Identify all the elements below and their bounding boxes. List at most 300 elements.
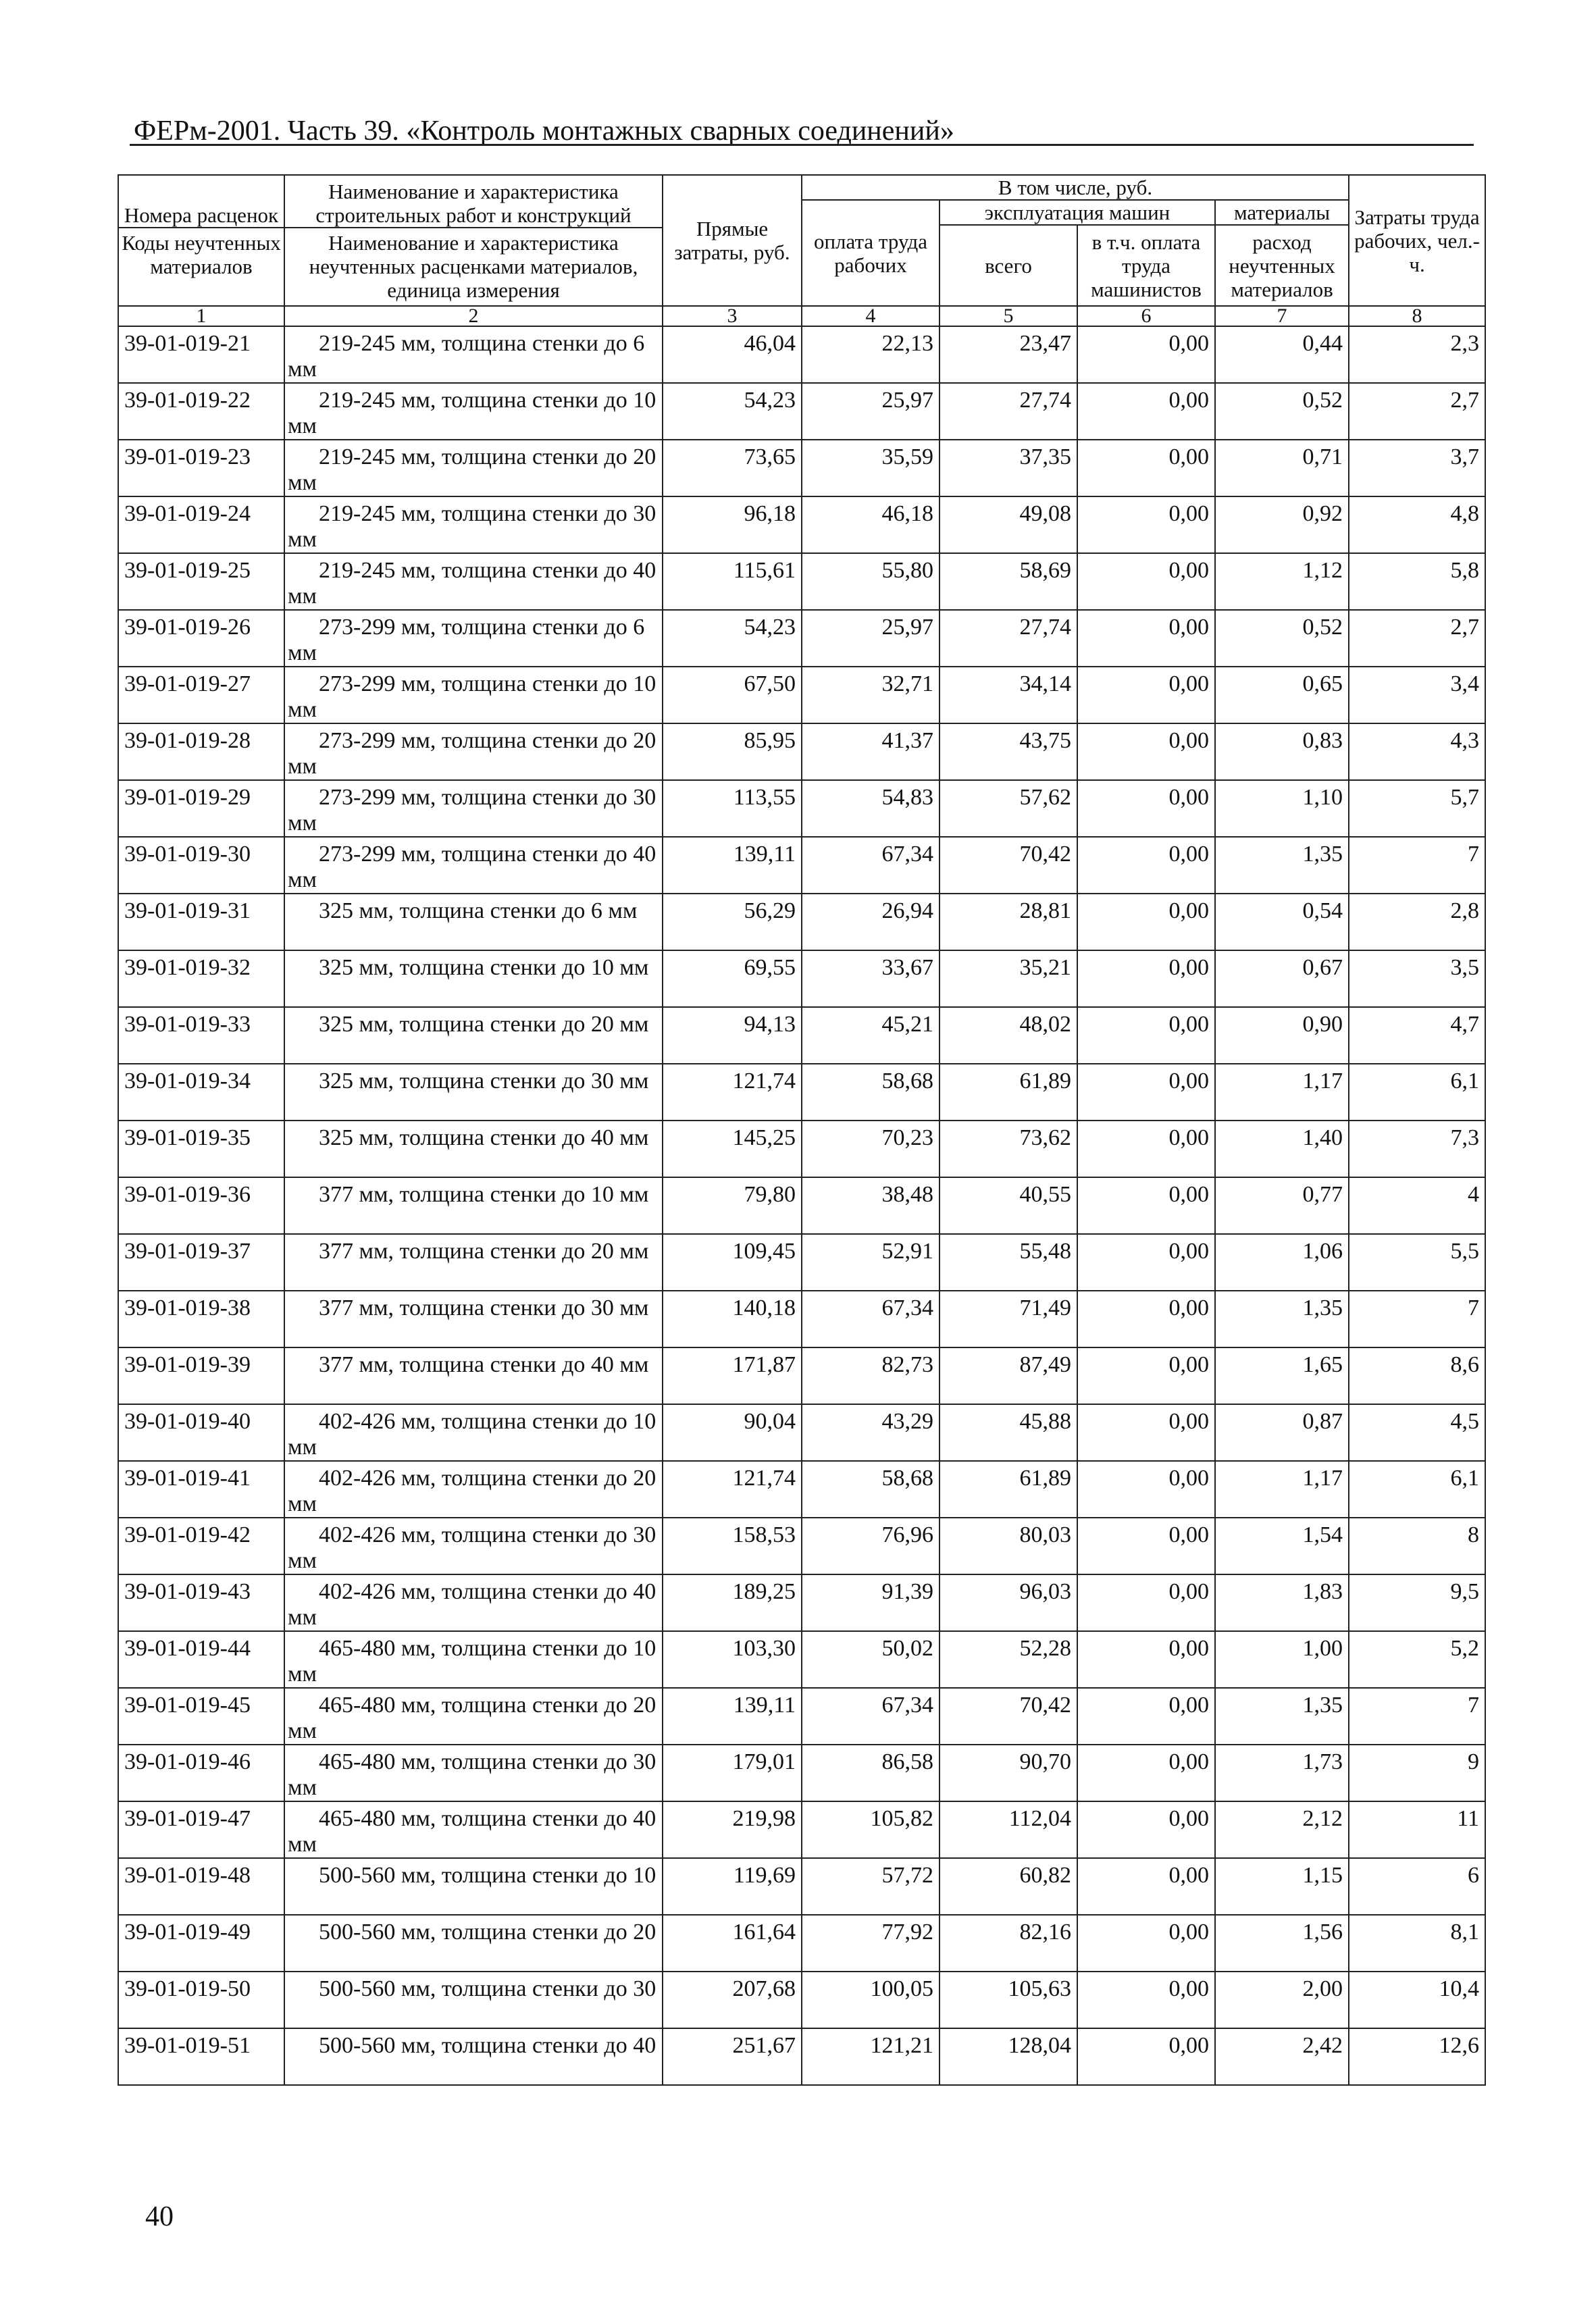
- operators-pay-cell: 0,00: [1077, 1631, 1215, 1688]
- machines-total-cell: 112,04: [939, 1801, 1077, 1858]
- work-name-cell: 219-245 мм, толщина стенки до 40 мм: [284, 553, 663, 610]
- header-machine-operation: эксплуатация машин: [939, 200, 1215, 225]
- labor-pay-cell: 25,97: [802, 383, 939, 440]
- rate-code-cell: 39-01-019-50: [118, 1972, 284, 2028]
- rate-code-cell: 39-01-019-43: [118, 1574, 284, 1631]
- work-name-cell: 219-245 мм, толщина стенки до 30 мм: [284, 496, 663, 553]
- labor-hours-cell: 3,5: [1349, 950, 1485, 1007]
- machines-total-cell: 40,55: [939, 1177, 1077, 1234]
- operators-pay-cell: 0,00: [1077, 1858, 1215, 1915]
- work-name-cell: 219-245 мм, толщина стенки до 10 мм: [284, 383, 663, 440]
- rate-code-cell: 39-01-019-30: [118, 837, 284, 894]
- labor-hours-cell: 4,8: [1349, 496, 1485, 553]
- work-name-cell: 377 мм, толщина стенки до 20 мм: [284, 1234, 663, 1291]
- labor-hours-cell: 6: [1349, 1858, 1485, 1915]
- operators-pay-cell: 0,00: [1077, 723, 1215, 780]
- work-name-cell: 325 мм, толщина стенки до 10 мм: [284, 950, 663, 1007]
- header-labor-pay: оплата труда рабочих: [802, 200, 939, 306]
- table-row: [118, 667, 1485, 723]
- operators-pay-cell: 0,00: [1077, 1291, 1215, 1347]
- labor-pay-cell: 43,29: [802, 1404, 939, 1461]
- rate-code-cell: 39-01-019-39: [118, 1347, 284, 1404]
- work-name-cell: 377 мм, толщина стенки до 40 мм: [284, 1347, 663, 1404]
- materials-cell: 1,15: [1215, 1858, 1349, 1915]
- table-row: [118, 326, 1485, 383]
- direct-costs-cell: 115,61: [663, 553, 802, 610]
- direct-costs-cell: 96,18: [663, 496, 802, 553]
- table-row: [118, 1915, 1485, 1972]
- table-row: [118, 1858, 1485, 1915]
- table-row: [118, 837, 1485, 894]
- labor-pay-cell: 35,59: [802, 440, 939, 496]
- labor-hours-cell: 3,7: [1349, 440, 1485, 496]
- machines-total-cell: 27,74: [939, 383, 1077, 440]
- direct-costs-cell: 69,55: [663, 950, 802, 1007]
- work-name-cell: 377 мм, толщина стенки до 30 мм: [284, 1291, 663, 1347]
- machines-total-cell: 71,49: [939, 1291, 1077, 1347]
- labor-pay-cell: 26,94: [802, 894, 939, 950]
- rate-code-cell: 39-01-019-37: [118, 1234, 284, 1291]
- direct-costs-cell: 158,53: [663, 1518, 802, 1574]
- operators-pay-cell: 0,00: [1077, 1745, 1215, 1801]
- rate-code-cell: 39-01-019-42: [118, 1518, 284, 1574]
- operators-pay-cell: 0,00: [1077, 780, 1215, 837]
- operators-pay-cell: 0,00: [1077, 1574, 1215, 1631]
- machines-total-cell: 45,88: [939, 1404, 1077, 1461]
- rate-code-cell: 39-01-019-34: [118, 1064, 284, 1121]
- materials-cell: 1,65: [1215, 1347, 1349, 1404]
- materials-cell: 1,00: [1215, 1631, 1349, 1688]
- labor-pay-cell: 41,37: [802, 723, 939, 780]
- materials-cell: 1,17: [1215, 1461, 1349, 1518]
- labor-hours-cell: 4,3: [1349, 723, 1485, 780]
- materials-cell: 1,83: [1215, 1574, 1349, 1631]
- table-row: [118, 1234, 1485, 1291]
- table-row: [118, 1064, 1485, 1121]
- table-row: [118, 496, 1485, 553]
- work-name-cell: 325 мм, толщина стенки до 40 мм: [284, 1121, 663, 1177]
- work-name-cell: 402-426 мм, толщина стенки до 30 мм: [284, 1518, 663, 1574]
- machines-total-cell: 34,14: [939, 667, 1077, 723]
- materials-cell: 1,35: [1215, 1688, 1349, 1745]
- direct-costs-cell: 79,80: [663, 1177, 802, 1234]
- labor-pay-cell: 25,97: [802, 610, 939, 667]
- materials-cell: 1,35: [1215, 837, 1349, 894]
- rate-code-cell: 39-01-019-32: [118, 950, 284, 1007]
- materials-cell: 0,52: [1215, 383, 1349, 440]
- machines-total-cell: 60,82: [939, 1858, 1077, 1915]
- operators-pay-cell: 0,00: [1077, 1007, 1215, 1064]
- operators-pay-cell: 0,00: [1077, 1347, 1215, 1404]
- machines-total-cell: 61,89: [939, 1064, 1077, 1121]
- rate-code-cell: 39-01-019-26: [118, 610, 284, 667]
- operators-pay-cell: 0,00: [1077, 2028, 1215, 2085]
- table-row: [118, 723, 1485, 780]
- labor-pay-cell: 58,68: [802, 1064, 939, 1121]
- machines-total-cell: 61,89: [939, 1461, 1077, 1518]
- labor-pay-cell: 67,34: [802, 1291, 939, 1347]
- labor-pay-cell: 57,72: [802, 1858, 939, 1915]
- table-row: [118, 1177, 1485, 1234]
- rate-code-cell: 39-01-019-35: [118, 1121, 284, 1177]
- page-header-title: ФЕРм-2001. Часть 39. «Контроль монтажных сварных соединений»: [134, 115, 954, 147]
- header-rule: [130, 144, 1474, 146]
- rate-code-cell: 39-01-019-36: [118, 1177, 284, 1234]
- table-row: [118, 1461, 1485, 1518]
- direct-costs-cell: 179,01: [663, 1745, 802, 1801]
- labor-pay-cell: 105,82: [802, 1801, 939, 1858]
- labor-hours-cell: 5,2: [1349, 1631, 1485, 1688]
- rate-code-cell: 39-01-019-28: [118, 723, 284, 780]
- labor-hours-cell: 5,8: [1349, 553, 1485, 610]
- materials-cell: 2,00: [1215, 1972, 1349, 2028]
- machines-total-cell: 28,81: [939, 894, 1077, 950]
- table-row: [118, 1404, 1485, 1461]
- header-rate-numbers-top: Номера расценок: [124, 203, 279, 227]
- header-materials: материалы: [1215, 200, 1349, 225]
- rate-code-cell: 39-01-019-21: [118, 326, 284, 383]
- materials-cell: 0,44: [1215, 326, 1349, 383]
- table-row: [118, 1574, 1485, 1631]
- labor-pay-cell: 58,68: [802, 1461, 939, 1518]
- direct-costs-cell: 67,50: [663, 667, 802, 723]
- header-operators-pay: в т.ч. оплата труда машинистов: [1077, 225, 1215, 306]
- header-rate-numbers: [118, 175, 284, 306]
- direct-costs-cell: 113,55: [663, 780, 802, 837]
- direct-costs-cell: 121,74: [663, 1461, 802, 1518]
- work-name-cell: 465-480 мм, толщина стенки до 30 мм: [284, 1745, 663, 1801]
- operators-pay-cell: 0,00: [1077, 1972, 1215, 2028]
- header-work-names: [284, 175, 663, 306]
- machines-total-cell: 35,21: [939, 950, 1077, 1007]
- table-row: [118, 1801, 1485, 1858]
- work-name-cell: 273-299 мм, толщина стенки до 30 мм: [284, 780, 663, 837]
- labor-pay-cell: 82,73: [802, 1347, 939, 1404]
- table-row: [118, 1291, 1485, 1347]
- operators-pay-cell: 0,00: [1077, 1404, 1215, 1461]
- header-machines-total: всего: [939, 225, 1077, 306]
- table-row: [118, 383, 1485, 440]
- labor-hours-cell: 7,3: [1349, 1121, 1485, 1177]
- labor-hours-cell: 9: [1349, 1745, 1485, 1801]
- rate-code-cell: 39-01-019-23: [118, 440, 284, 496]
- labor-pay-cell: 76,96: [802, 1518, 939, 1574]
- table-row: [118, 2028, 1485, 2085]
- work-name-cell: 500-560 мм, толщина стенки до 20: [284, 1915, 663, 1972]
- header-material-codes: Коды неучтенных материалов: [119, 227, 284, 278]
- direct-costs-cell: 207,68: [663, 1972, 802, 2028]
- direct-costs-cell: 85,95: [663, 723, 802, 780]
- rate-code-cell: 39-01-019-22: [118, 383, 284, 440]
- direct-costs-cell: 119,69: [663, 1858, 802, 1915]
- header-unaccounted-materials: расход неучтенных материалов: [1215, 225, 1349, 306]
- work-name-cell: 402-426 мм, толщина стенки до 10 мм: [284, 1404, 663, 1461]
- labor-hours-cell: 4,7: [1349, 1007, 1485, 1064]
- column-number: 6: [1077, 306, 1215, 326]
- table-row: [118, 780, 1485, 837]
- labor-pay-cell: 70,23: [802, 1121, 939, 1177]
- labor-hours-cell: 3,4: [1349, 667, 1485, 723]
- operators-pay-cell: 0,00: [1077, 1234, 1215, 1291]
- labor-pay-cell: 52,91: [802, 1234, 939, 1291]
- work-name-cell: 273-299 мм, толщина стенки до 6 мм: [284, 610, 663, 667]
- work-name-cell: 500-560 мм, толщина стенки до 10: [284, 1858, 663, 1915]
- labor-hours-cell: 2,7: [1349, 383, 1485, 440]
- header-labor-costs: Затраты труда рабочих, чел.-ч.: [1349, 175, 1485, 306]
- rate-code-cell: 39-01-019-44: [118, 1631, 284, 1688]
- machines-total-cell: 105,63: [939, 1972, 1077, 2028]
- materials-cell: 0,83: [1215, 723, 1349, 780]
- operators-pay-cell: 0,00: [1077, 383, 1215, 440]
- machines-total-cell: 37,35: [939, 440, 1077, 496]
- direct-costs-cell: 189,25: [663, 1574, 802, 1631]
- machines-total-cell: 27,74: [939, 610, 1077, 667]
- labor-pay-cell: 86,58: [802, 1745, 939, 1801]
- machines-total-cell: 48,02: [939, 1007, 1077, 1064]
- direct-costs-cell: 145,25: [663, 1121, 802, 1177]
- labor-hours-cell: 2,8: [1349, 894, 1485, 950]
- rate-code-cell: 39-01-019-49: [118, 1915, 284, 1972]
- work-name-cell: 325 мм, толщина стенки до 20 мм: [284, 1007, 663, 1064]
- table-row: [118, 610, 1485, 667]
- materials-cell: 2,12: [1215, 1801, 1349, 1858]
- table-row: [118, 1007, 1485, 1064]
- work-name-cell: 402-426 мм, толщина стенки до 20 мм: [284, 1461, 663, 1518]
- work-name-cell: 500-560 мм, толщина стенки до 30: [284, 1972, 663, 2028]
- materials-cell: 2,42: [1215, 2028, 1349, 2085]
- machines-total-cell: 52,28: [939, 1631, 1077, 1688]
- rate-code-cell: 39-01-019-31: [118, 894, 284, 950]
- work-name-cell: 377 мм, толщина стенки до 10 мм: [284, 1177, 663, 1234]
- table-row: [118, 1347, 1485, 1404]
- labor-hours-cell: 5,7: [1349, 780, 1485, 837]
- labor-pay-cell: 33,67: [802, 950, 939, 1007]
- machines-total-cell: 70,42: [939, 837, 1077, 894]
- labor-hours-cell: 5,5: [1349, 1234, 1485, 1291]
- column-number: 5: [939, 306, 1077, 326]
- table-row: [118, 440, 1485, 496]
- machines-total-cell: 55,48: [939, 1234, 1077, 1291]
- direct-costs-cell: 54,23: [663, 610, 802, 667]
- direct-costs-cell: 73,65: [663, 440, 802, 496]
- operators-pay-cell: 0,00: [1077, 1177, 1215, 1234]
- direct-costs-cell: 56,29: [663, 894, 802, 950]
- labor-hours-cell: 6,1: [1349, 1064, 1485, 1121]
- header-material-names: Наименование и характеристика неучтенных расценками материалов, единица измерения: [285, 227, 662, 302]
- rates-table-body: [118, 326, 1485, 2085]
- machines-total-cell: 82,16: [939, 1915, 1077, 1972]
- table-row: [118, 1121, 1485, 1177]
- labor-hours-cell: 9,5: [1349, 1574, 1485, 1631]
- labor-hours-cell: 8,6: [1349, 1347, 1485, 1404]
- direct-costs-cell: 54,23: [663, 383, 802, 440]
- direct-costs-cell: 109,45: [663, 1234, 802, 1291]
- labor-hours-cell: 2,7: [1349, 610, 1485, 667]
- operators-pay-cell: 0,00: [1077, 667, 1215, 723]
- work-name-cell: 219-245 мм, толщина стенки до 6 мм: [284, 326, 663, 383]
- rate-code-cell: 39-01-019-24: [118, 496, 284, 553]
- direct-costs-cell: 94,13: [663, 1007, 802, 1064]
- page-number: 40: [145, 2201, 174, 2232]
- machines-total-cell: 49,08: [939, 496, 1077, 553]
- labor-pay-cell: 45,21: [802, 1007, 939, 1064]
- header-work-names-top: Наименование и характеристика строительных работ и конструкций: [315, 179, 632, 227]
- direct-costs-cell: 140,18: [663, 1291, 802, 1347]
- column-number: 8: [1349, 306, 1485, 326]
- operators-pay-cell: 0,00: [1077, 894, 1215, 950]
- labor-hours-cell: 7: [1349, 1291, 1485, 1347]
- rate-code-cell: 39-01-019-51: [118, 2028, 284, 2085]
- table-row: [118, 1745, 1485, 1801]
- machines-total-cell: 70,42: [939, 1688, 1077, 1745]
- work-name-cell: 465-480 мм, толщина стенки до 20 мм: [284, 1688, 663, 1745]
- table-row: [118, 894, 1485, 950]
- column-number: 3: [663, 306, 802, 326]
- materials-cell: 0,90: [1215, 1007, 1349, 1064]
- operators-pay-cell: 0,00: [1077, 326, 1215, 383]
- direct-costs-cell: 121,74: [663, 1064, 802, 1121]
- operators-pay-cell: 0,00: [1077, 1518, 1215, 1574]
- labor-hours-cell: 7: [1349, 1688, 1485, 1745]
- labor-pay-cell: 91,39: [802, 1574, 939, 1631]
- rate-code-cell: 39-01-019-40: [118, 1404, 284, 1461]
- labor-hours-cell: 8,1: [1349, 1915, 1485, 1972]
- materials-cell: 1,73: [1215, 1745, 1349, 1801]
- materials-cell: 1,06: [1215, 1234, 1349, 1291]
- labor-hours-cell: 11: [1349, 1801, 1485, 1858]
- labor-pay-cell: 100,05: [802, 1972, 939, 2028]
- materials-cell: 0,52: [1215, 610, 1349, 667]
- materials-cell: 0,77: [1215, 1177, 1349, 1234]
- materials-cell: 0,71: [1215, 440, 1349, 496]
- rate-code-cell: 39-01-019-47: [118, 1801, 284, 1858]
- machines-total-cell: 87,49: [939, 1347, 1077, 1404]
- labor-hours-cell: 7: [1349, 837, 1485, 894]
- rate-code-cell: 39-01-019-46: [118, 1745, 284, 1801]
- labor-hours-cell: 4,5: [1349, 1404, 1485, 1461]
- labor-pay-cell: 22,13: [802, 326, 939, 383]
- work-name-cell: 273-299 мм, толщина стенки до 10 мм: [284, 667, 663, 723]
- materials-cell: 0,65: [1215, 667, 1349, 723]
- work-name-cell: 465-480 мм, толщина стенки до 10 мм: [284, 1631, 663, 1688]
- work-name-cell: 402-426 мм, толщина стенки до 40 мм: [284, 1574, 663, 1631]
- rate-code-cell: 39-01-019-41: [118, 1461, 284, 1518]
- machines-total-cell: 43,75: [939, 723, 1077, 780]
- operators-pay-cell: 0,00: [1077, 1121, 1215, 1177]
- work-name-cell: 273-299 мм, толщина стенки до 40 мм: [284, 837, 663, 894]
- labor-pay-cell: 38,48: [802, 1177, 939, 1234]
- work-name-cell: 219-245 мм, толщина стенки до 20 мм: [284, 440, 663, 496]
- table-row: [118, 1972, 1485, 2028]
- machines-total-cell: 57,62: [939, 780, 1077, 837]
- table-row: [118, 1518, 1485, 1574]
- labor-pay-cell: 32,71: [802, 667, 939, 723]
- machines-total-cell: 96,03: [939, 1574, 1077, 1631]
- machines-total-cell: 23,47: [939, 326, 1077, 383]
- rate-code-cell: 39-01-019-25: [118, 553, 284, 610]
- materials-cell: 1,56: [1215, 1915, 1349, 1972]
- labor-hours-cell: 8: [1349, 1518, 1485, 1574]
- machines-total-cell: 58,69: [939, 553, 1077, 610]
- rate-code-cell: 39-01-019-48: [118, 1858, 284, 1915]
- materials-cell: 0,87: [1215, 1404, 1349, 1461]
- operators-pay-cell: 0,00: [1077, 837, 1215, 894]
- operators-pay-cell: 0,00: [1077, 1064, 1215, 1121]
- labor-hours-cell: 4: [1349, 1177, 1485, 1234]
- labor-hours-cell: 10,4: [1349, 1972, 1485, 2028]
- rate-code-cell: 39-01-019-38: [118, 1291, 284, 1347]
- operators-pay-cell: 0,00: [1077, 440, 1215, 496]
- labor-hours-cell: 6,1: [1349, 1461, 1485, 1518]
- work-name-cell: 325 мм, толщина стенки до 6 мм: [284, 894, 663, 950]
- materials-cell: 0,54: [1215, 894, 1349, 950]
- direct-costs-cell: 139,11: [663, 1688, 802, 1745]
- operators-pay-cell: 0,00: [1077, 950, 1215, 1007]
- column-number: 1: [118, 306, 284, 326]
- column-number: 2: [284, 306, 663, 326]
- machines-total-cell: 73,62: [939, 1121, 1077, 1177]
- direct-costs-cell: 103,30: [663, 1631, 802, 1688]
- work-name-cell: 325 мм, толщина стенки до 30 мм: [284, 1064, 663, 1121]
- operators-pay-cell: 0,00: [1077, 610, 1215, 667]
- direct-costs-cell: 219,98: [663, 1801, 802, 1858]
- materials-cell: 0,67: [1215, 950, 1349, 1007]
- column-number: 4: [802, 306, 939, 326]
- materials-cell: 1,40: [1215, 1121, 1349, 1177]
- labor-pay-cell: 55,80: [802, 553, 939, 610]
- work-name-cell: 273-299 мм, толщина стенки до 20 мм: [284, 723, 663, 780]
- materials-cell: 1,17: [1215, 1064, 1349, 1121]
- operators-pay-cell: 0,00: [1077, 553, 1215, 610]
- rate-code-cell: 39-01-019-33: [118, 1007, 284, 1064]
- table-row: [118, 1631, 1485, 1688]
- direct-costs-cell: 251,67: [663, 2028, 802, 2085]
- labor-pay-cell: 46,18: [802, 496, 939, 553]
- direct-costs-cell: 46,04: [663, 326, 802, 383]
- header-including: В том числе, руб.: [802, 175, 1349, 200]
- labor-pay-cell: 54,83: [802, 780, 939, 837]
- machines-total-cell: 128,04: [939, 2028, 1077, 2085]
- labor-pay-cell: 50,02: [802, 1631, 939, 1688]
- operators-pay-cell: 0,00: [1077, 496, 1215, 553]
- labor-pay-cell: 77,92: [802, 1915, 939, 1972]
- rate-code-cell: 39-01-019-29: [118, 780, 284, 837]
- materials-cell: 1,35: [1215, 1291, 1349, 1347]
- direct-costs-cell: 171,87: [663, 1347, 802, 1404]
- labor-hours-cell: 2,3: [1349, 326, 1485, 383]
- operators-pay-cell: 0,00: [1077, 1801, 1215, 1858]
- machines-total-cell: 90,70: [939, 1745, 1077, 1801]
- header-direct-costs: Прямые затраты, руб.: [663, 175, 802, 306]
- column-number: 7: [1215, 306, 1349, 326]
- labor-hours-cell: 12,6: [1349, 2028, 1485, 2085]
- rate-code-cell: 39-01-019-45: [118, 1688, 284, 1745]
- table-row: [118, 950, 1485, 1007]
- materials-cell: 1,10: [1215, 780, 1349, 837]
- labor-pay-cell: 67,34: [802, 1688, 939, 1745]
- materials-cell: 1,54: [1215, 1518, 1349, 1574]
- table-row: [118, 553, 1485, 610]
- direct-costs-cell: 90,04: [663, 1404, 802, 1461]
- operators-pay-cell: 0,00: [1077, 1461, 1215, 1518]
- machines-total-cell: 80,03: [939, 1518, 1077, 1574]
- materials-cell: 1,12: [1215, 553, 1349, 610]
- rates-table: [118, 174, 1486, 2086]
- operators-pay-cell: 0,00: [1077, 1915, 1215, 1972]
- work-name-cell: 500-560 мм, толщина стенки до 40: [284, 2028, 663, 2085]
- operators-pay-cell: 0,00: [1077, 1688, 1215, 1745]
- table-row: [118, 1688, 1485, 1745]
